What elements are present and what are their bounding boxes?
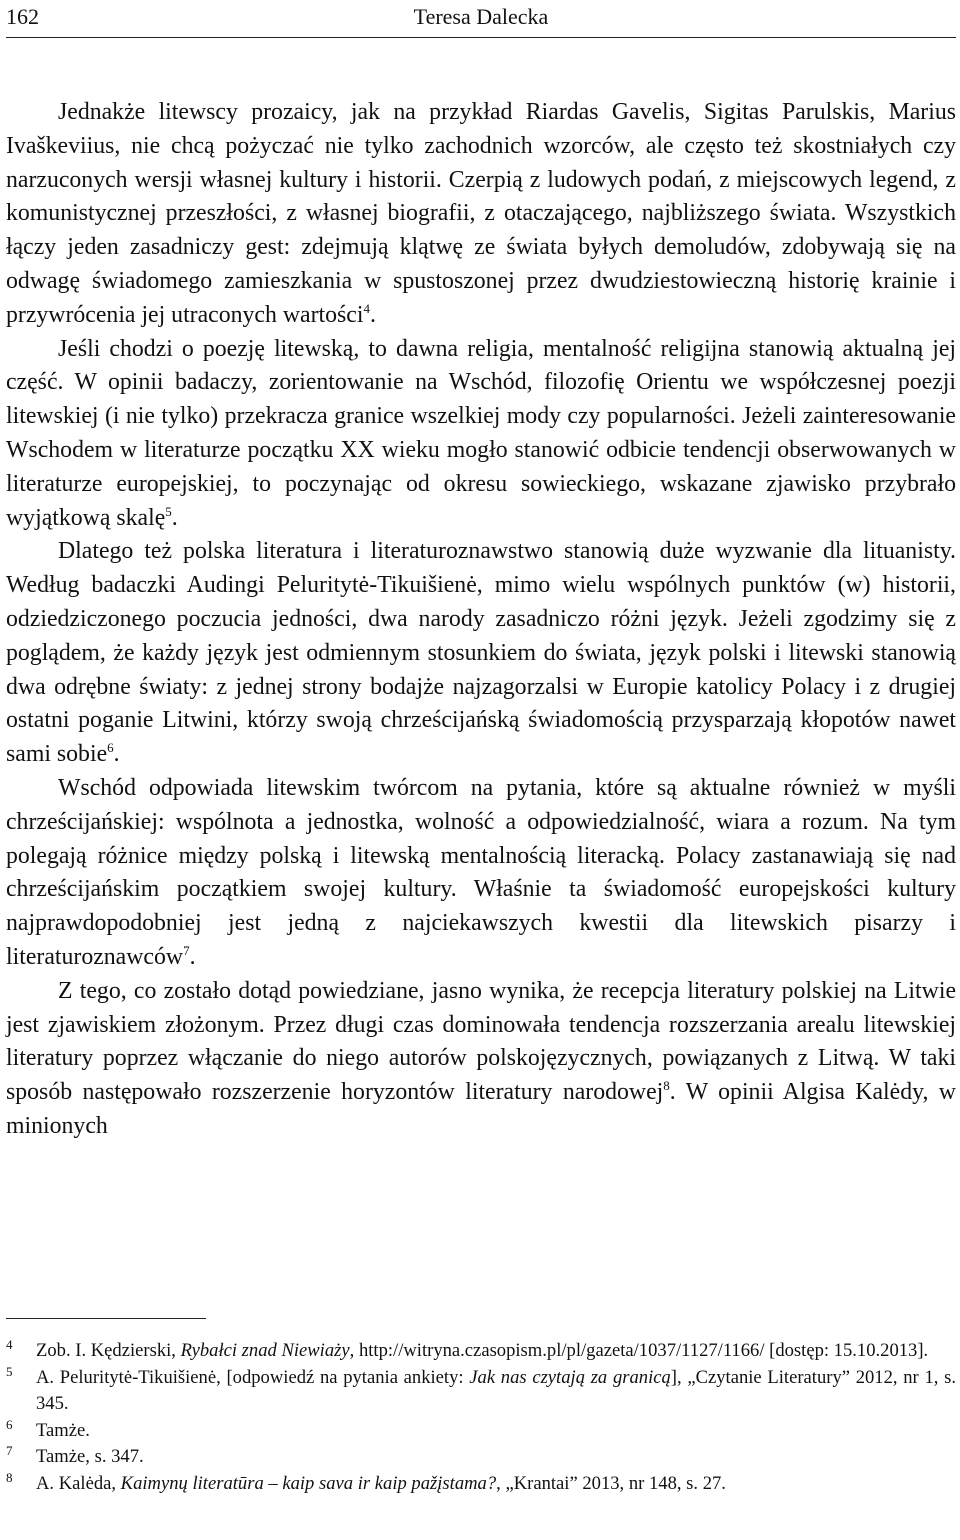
footnote: [6, 1444, 956, 1471]
header-rule: [6, 37, 956, 38]
paragraph: [6, 333, 956, 536]
footnote: [6, 1418, 956, 1445]
text-run: Z tego, co zostało dotąd powiedziane, jasno wynika, że recepcja literatury polskiej na Litwie jest zjawiskiem złożonym. Przez długi czas dominowała tendencja rozszerzania arealu litewskiej literatury poprzez włączanie do niego autorów polskojęzycznych, powiązanych z Litwą. W taki sposób następowało rozszerzenie horyzontów literatury narodowej: [6, 977, 956, 1106]
footnote-number: 8: [6, 1469, 13, 1485]
footnote: [6, 1365, 956, 1418]
running-head: Teresa Dalecka: [413, 4, 549, 29]
footnote: [6, 1471, 956, 1498]
text-run: .: [369, 301, 376, 328]
text-run: ], „Czytanie Literatury” 2012, nr 1, s. 345.: [36, 1366, 956, 1414]
footnote-reference: 6: [107, 740, 114, 756]
footnote: [6, 1338, 956, 1365]
italic-title: Jak nas czytają za granicą: [469, 1366, 671, 1388]
paragraph: [6, 772, 956, 975]
text-run: Tamże.: [36, 1419, 90, 1441]
body-text: [6, 96, 956, 1144]
italic-title: Kaimynų literatūra – kaip sava ir kaip pažįstama?: [120, 1472, 497, 1494]
footnote-number: 5: [6, 1363, 13, 1379]
text-run: Jeśli chodzi o poezję litewską, to dawna religia, mentalność religijna stanowią aktualną jej część. W opinii badaczy, zorientowanie na Wschód, filozofię Orientu we współczesnej poezji litewskiej (i nie tylko) przekracza granice wszelkiej mody czy popularności. Jeżeli zainteresowanie Wschodem w literaturze początku XX wieku mogło stanowić odbicie tendencji obserwowanych w literaturze europejskiej, to poczynając od okresu sowieckiego, wskazane zjawisko przybrało wyjątkową skalę: [6, 335, 956, 531]
text-run: .: [171, 504, 178, 531]
footnote-number: 4: [6, 1337, 13, 1352]
text-run: Wschód odpowiada litewskim twórcom na pytania, które są aktualne również w myśli chrześcijańskiej: wspólnota a jednostka, wolność a odpowiedzialność, wiara a rozum. Na tym polegają różnice między polską i litewską mentalnością literacką. Polacy zastanawiają się nad chrześcijańskim początkiem swojej kultury. Właśnie ta świadomość europejskości kultury najprawdopodobniej jest jedną z najciekawszych kwestii dla litewskich pisarzy i literaturoznawców: [6, 774, 956, 970]
paragraph: [6, 975, 956, 1144]
text-run: A. Peluritytė-Tikuišienė, [odpowiedź na pytania ankiety:: [36, 1366, 470, 1388]
footnote-number: 6: [6, 1416, 13, 1432]
text-run: , „Krantai” 2013, nr 148, s. 27.: [496, 1472, 726, 1494]
footnote-reference: 8: [663, 1078, 670, 1094]
page-number: 162: [6, 4, 39, 29]
text-run: , http://witryna.czasopism.pl/pl/gazeta/1037/1127/1166/ [dostęp: 15.10.2013].: [349, 1340, 929, 1361]
text-run: Zob. I. Kędzierski,: [36, 1340, 181, 1361]
footnote-rule: [6, 1318, 206, 1319]
page-header: [6, 4, 956, 36]
paragraph: [6, 535, 956, 772]
italic-title: Rybałci znad Niewiaży: [180, 1340, 350, 1361]
text-run: Tamże, s. 347.: [36, 1446, 144, 1467]
text-run: Jednakże litewscy prozaicy, jak na przykład Riardas Gavelis, Sigitas Parulskis, Marius Ivaškeviius, nie chcą pożyczać nie tylko zachodnich wzorców, ale często też skostniałych czy narzuconych wersji własnej kultury i historii. Czerpią z ludowych podań, z miejscowych legend, z komunistycznej przeszłości, z własnej biografii, z otaczającego, najbliższego świata. Wszystkich łączy jeden zasadniczy gest: zdejmują klątwę ze świata byłych demoludów, zdobywają się na odwagę świadomego zamieszkania w spustoszonej przez dwudziestowieczną historię krainie i przywrócenia jej utraconych wartości: [6, 99, 956, 328]
footnotes: [6, 1338, 956, 1497]
text-run: . W opinii Algisa Kalėdy, w minionych: [6, 1079, 956, 1139]
text-run: .: [189, 943, 196, 970]
paragraph: [6, 96, 956, 333]
footnote-reference: 7: [183, 942, 190, 958]
footnote-number: 7: [6, 1443, 13, 1458]
text-run: Dlatego też polska literatura i literaturoznawstwo stanowią duże wyzwanie dla lituanisty. Według badaczki Audingi Peluritytė-Tikuišienė, mimo wielu wspólnych punktów (w) historii, odziedziczonego poczucia jedności, dwa narody zasadniczo różni język. Jeżeli zgodzimy się z poglądem, że każdy język jest odmiennym stosunkiem do świata, język polski i litewski stanowią dwa odrębne światy: z jednej strony bodajże najzagorzalsi w Europie katolicy Polacy i z drugiej ostatni poganie Litwini, którzy swoją chrześcijańską świadomością przysparzają kłopotów nawet sami sobie: [6, 538, 956, 768]
footnote-reference: 4: [363, 300, 370, 316]
footnote-reference: 5: [165, 503, 172, 519]
text-run: A. Kalėda,: [36, 1472, 121, 1494]
text-run: .: [113, 741, 120, 768]
